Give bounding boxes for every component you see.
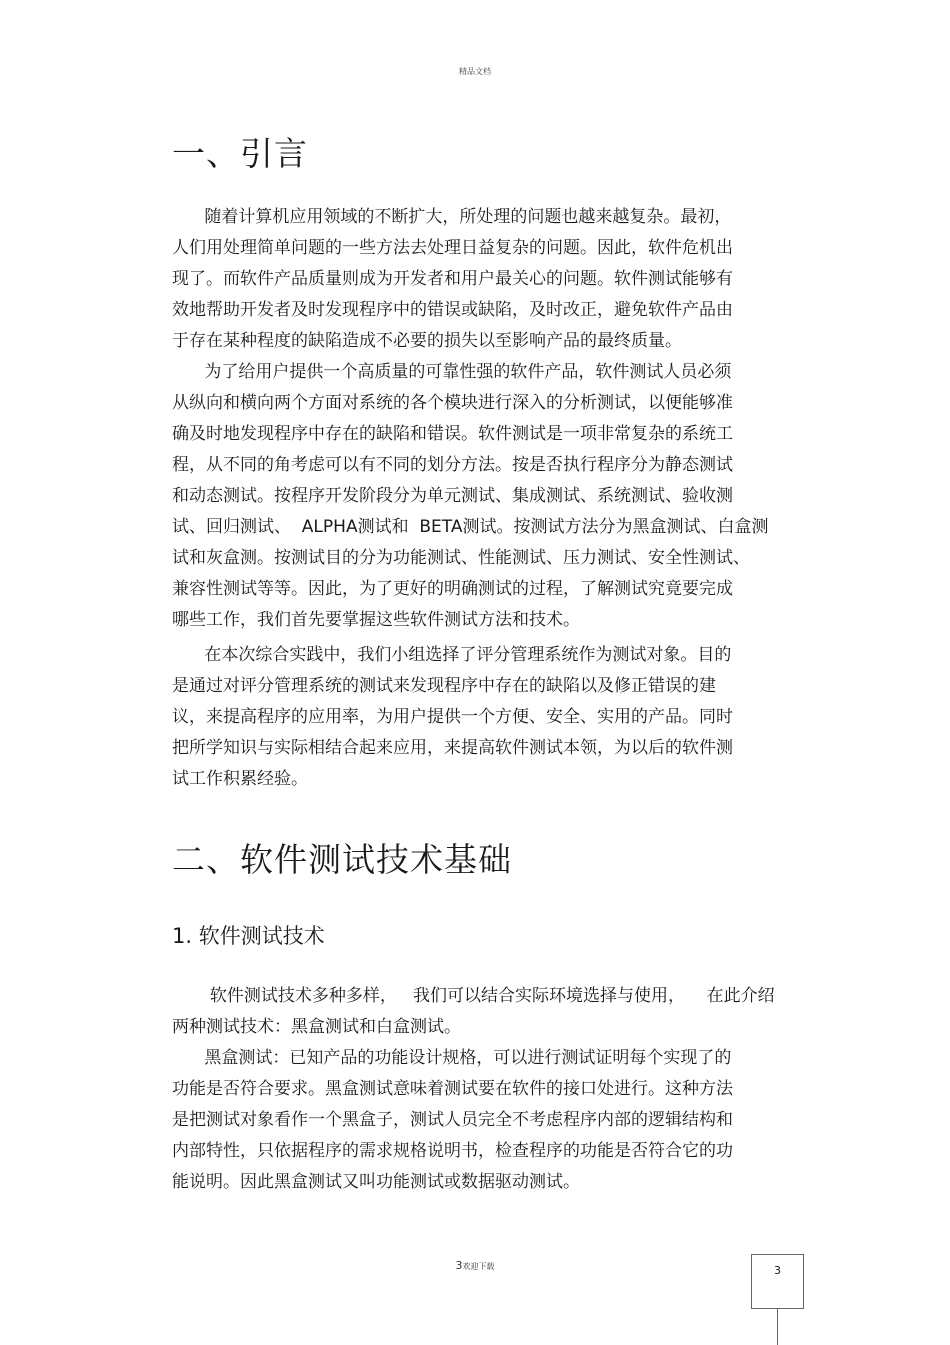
text-line: 确及时地发现程序中存在的缺陷和错误。软件测试是一项非常复杂的系统工 [172,424,733,444]
footer-page-number: 3 [455,1259,463,1272]
section-2-paragraph-2 [172,1043,772,1198]
page-number-box: 3 [751,1254,804,1309]
text-line: 哪些工作，我们首先要掌握这些软件测试方法和技术。 [172,610,580,630]
text-line: 功能是否符合要求。黑盒测试意味着测试要在软件的接口处进行。这种方法 [172,1079,733,1099]
text-line: 从纵向和横向两个方面对系统的各个模块进行深入的分析测试，以便能够准 [172,393,733,413]
text-line: 把所学知识与实际相结合起来应用，来提高软件测试本领，为以后的软件测 [172,738,733,758]
text-line: 试、回归测试、 ALPHA测试和 BETA测试。按测试方法分为黑盒测试、白盒测 [172,517,769,537]
subsection-1-title: 1. 软件测试技术 [172,924,325,948]
text-line: 是把测试对象看作一个黑盒子，测试人员完全不考虑程序内部的逻辑结构和 [172,1110,733,1130]
text-line: 于存在某种程度的缺陷造成不必要的损失以至影响产品的最终质量。 [172,331,682,351]
section-2-title: 二、软件测试技术基础 [172,840,512,879]
text-line: 是通过对评分管理系统的测试来发现程序中存在的缺陷以及修正错误的建 [172,676,716,696]
text-line: 现了。而软件产品质量则成为开发者和用户最关心的问题。软件测试能够有 [172,269,733,289]
text-line: 试工作积累经验。 [172,769,308,789]
header-label: 精品文档 [459,67,491,76]
text-line: 软件测试技术多种多样， 我们可以结合实际环境选择与使用， 在此介绍 [172,986,775,1006]
text-line: 在本次综合实践中，我们小组选择了评分管理系统作为测试对象。目的 [172,645,732,665]
text-line: 人们用处理简单问题的一些方法去处理日益复杂的问题。因此，软件危机出 [172,238,733,258]
text-line: 议，来提高程序的应用率，为用户提供一个方便、安全、实用的产品。同时 [172,707,733,727]
section-1-paragraph-3 [172,640,772,795]
text-line: 兼容性测试等等。因此，为了更好的明确测试的过程，了解测试究竟要完成 [172,579,733,599]
text-line: 能说明。因此黑盒测试又叫功能测试或数据驱动测试。 [172,1172,580,1192]
text-line: 试和灰盒测。按测试目的分为功能测试、性能测试、压力测试、安全性测试、 [172,548,750,568]
page-box-tick [777,1309,778,1345]
footer-text: 欢迎下载 [462,1262,495,1271]
text-line: 和动态测试。按程序开发阶段分为单元测试、集成测试、系统测试、验收测 [172,486,733,506]
text-line: 随着计算机应用领域的不断扩大，所处理的问题也越来越复杂。最初， [172,207,732,227]
text-line: 效地帮助开发者及时发现程序中的错误或缺陷，及时改正，避免软件产品由 [172,300,733,320]
text-line: 黑盒测试：已知产品的功能设计规格，可以进行测试证明每个实现了的 [172,1048,732,1068]
section-1-paragraph-1 [172,202,772,357]
text-line: 两种测试技术：黑盒测试和白盒测试。 [172,1017,461,1037]
text-line: 内部特性，只依据程序的需求规格说明书，检查程序的功能是否符合它的功 [172,1141,733,1161]
footer-label [0,1259,950,1272]
text-line: 为了给用户提供一个高质量的可靠性强的软件产品，软件测试人员必须 [172,362,732,382]
section-1-title: 一、引言 [172,134,308,173]
text-line: 程，从不同的角考虑可以有不同的划分方法。按是否执行程序分为静态测试 [172,455,733,475]
section-2-paragraph-1 [172,981,812,1043]
section-1-paragraph-2 [172,357,772,636]
